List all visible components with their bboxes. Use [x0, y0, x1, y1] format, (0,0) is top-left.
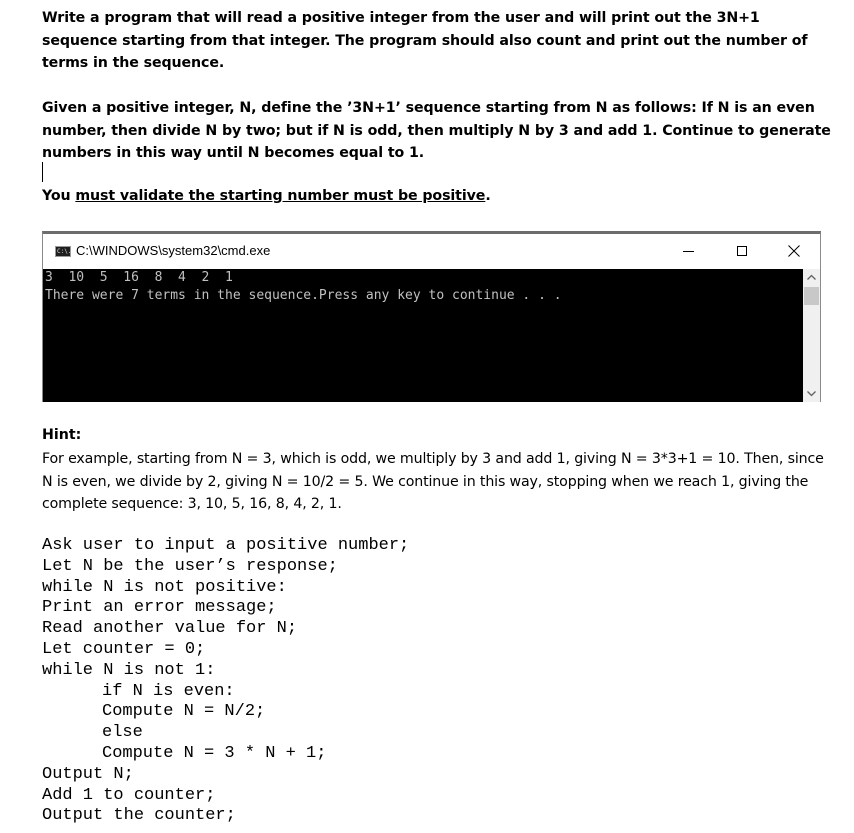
code-line: Output N; — [42, 764, 134, 784]
minimize-button[interactable] — [665, 234, 711, 269]
code-line: else — [102, 723, 143, 743]
maximize-icon — [737, 246, 747, 256]
cmd-icon: C:\. — [57, 248, 72, 255]
code-line: Compute N = N/2; — [102, 702, 266, 722]
validation-suffix: . — [485, 188, 491, 204]
code-line: Read another value for N; — [42, 619, 298, 639]
code-line: Let counter = 0; — [42, 639, 206, 659]
hint-text: For example, starting from N = 3, which is odd, we multiply by 3 and add 1, giving N = 3*3+1 = 10. Then, since N is even, we divide by 2, giving N = 10/2 = 5. We continue in this way, stopping when we reach 1, giving the complete sequence: 3, 10, 5, 16, 8, 4, 2, 1. — [42, 451, 824, 512]
problem-statement: Write a program that will read a positive integer from the user and will print out the 3N+1 sequence starting from that integer. The program should also count and print out the number of terms in the sequence. — [42, 10, 808, 71]
console-output-line: 3 10 5 16 8 4 2 1 — [45, 270, 233, 285]
code-line: while N is not 1: — [42, 660, 216, 680]
console-output-line: There were 7 terms in the sequence.Press any key to continue . . . — [45, 288, 562, 303]
pseudocode-block — [42, 536, 409, 827]
console-scrollbar[interactable] — [803, 269, 820, 402]
sequence-definition: Given a positive integer, N, define the ’3N+1’ sequence starting from N as follows: If N is an even number, then divide N by two; but if N is odd, then multiply N by 3 and add 1. Continue to generate numbers in this way until N becomes equal to 1. — [42, 100, 831, 161]
close-button[interactable] — [771, 234, 817, 269]
scroll-up-button[interactable] — [803, 269, 820, 286]
code-line: Ask user to input a positive number; — [42, 536, 410, 555]
code-line: Compute N = 3 * N + 1; — [102, 743, 327, 763]
close-icon — [788, 245, 800, 257]
scroll-thumb[interactable] — [804, 287, 819, 305]
window-title: C:\WINDOWS\system32\cmd.exe — [76, 243, 271, 258]
code-line: Print an error message; — [42, 598, 277, 618]
maximize-button[interactable] — [719, 234, 765, 269]
code-line: Let N be the user’s response; — [42, 556, 338, 576]
console-window — [42, 231, 821, 402]
code-line: Add 1 to counter; — [42, 785, 216, 805]
scroll-down-button[interactable] — [803, 385, 820, 402]
text-cursor — [42, 162, 43, 182]
validation-underlined: must validate the starting number must be positive — [75, 188, 486, 204]
validation-requirement — [42, 185, 832, 208]
hint-label: Hint: — [42, 427, 82, 443]
minimize-icon — [683, 251, 694, 252]
console-titlebar[interactable] — [43, 234, 820, 269]
code-line: if N is even: — [102, 681, 235, 701]
code-line: while N is not positive: — [42, 577, 287, 597]
validation-prefix: You — [42, 188, 76, 204]
console-output — [43, 269, 803, 402]
chevron-down-icon — [803, 385, 820, 402]
code-line: Output the counter; — [42, 806, 236, 826]
chevron-up-icon — [803, 269, 820, 286]
